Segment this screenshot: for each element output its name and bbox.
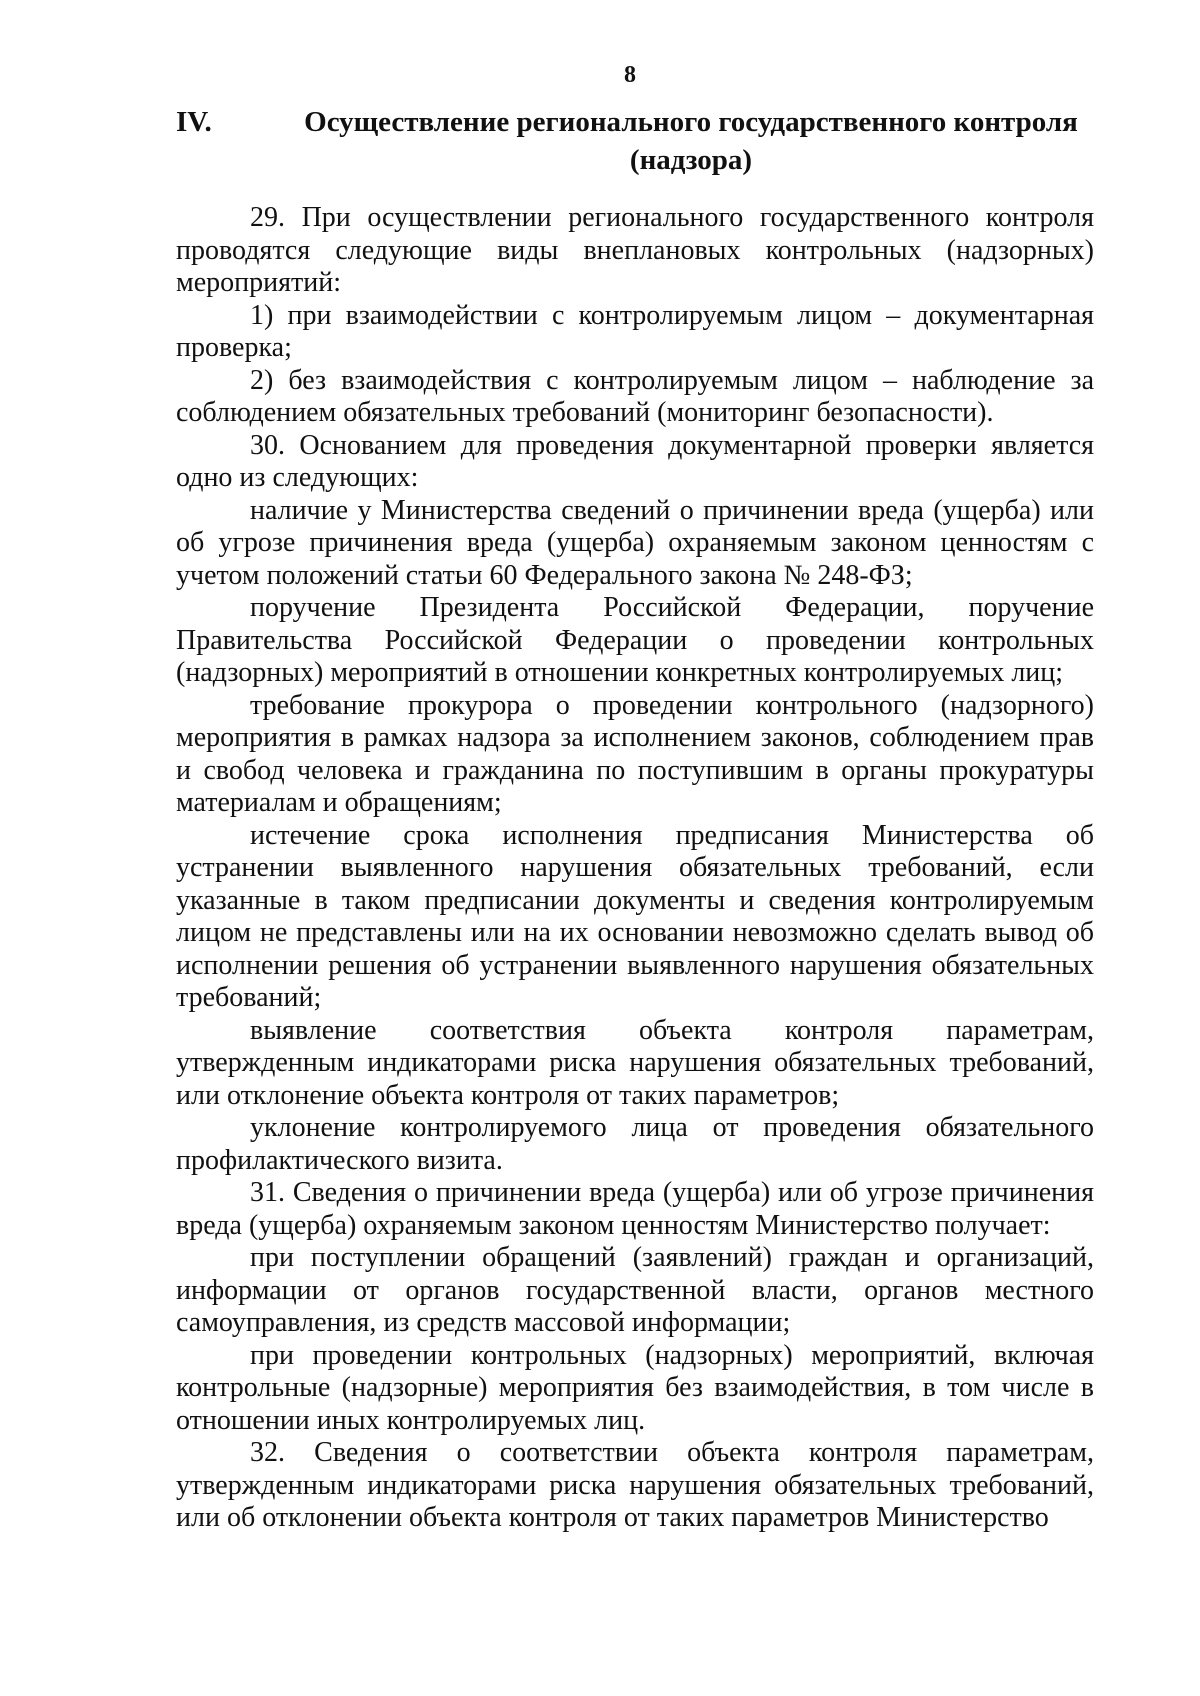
- paragraph-30: 30. Основанием для проведения документарной проверки является одно из следующих:: [176, 429, 1094, 493]
- page-number: 8: [624, 62, 636, 88]
- paragraph-30-ground-5: выявление соответствия объекта контроля параметрам, утвержденным индикаторами риска нарушения обязательных требований, или отклонение объекта контроля от таких параметров;: [176, 1014, 1094, 1111]
- paragraph-30-ground-3: требование прокурора о проведении контрольного (надзорного) мероприятия в рамках надзора за исполнением законов, соблюдением прав и свобод человека и гражданина по поступившим в органы прокуратуры материалам и обращениям;: [176, 689, 1094, 818]
- paragraph-30-ground-6: уклонение контролируемого лица от проведения обязательного профилактического визита.: [176, 1112, 1094, 1176]
- paragraph-29: 29. При осуществлении регионального государственного контроля проводятся следующие виды внеплановых контрольных (надзорных) мероприятий:: [176, 202, 1094, 298]
- paragraph-31: 31. Сведения о причинении вреда (ущерба) или об угрозе причинения вреда (ущерба) охраняемым законом ценностям Министерство получает:: [176, 1177, 1094, 1241]
- paragraph-31-source-2: при проведении контрольных (надзорных) мероприятий, включая контрольные (надзорные) мероприятия без взаимодействия, в том числе в отношении иных контролируемых лиц.: [176, 1339, 1094, 1436]
- paragraph-30-ground-1: наличие у Министерства сведений о причинении вреда (ущерба) или об угрозе причинения вреда (ущерба) охраняемым законом ценностям с учетом положений статьи 60 Федерального закона № 248-ФЗ;: [176, 494, 1094, 591]
- document-body: [176, 202, 1094, 1535]
- paragraph-29-item-1: 1) при взаимодействии с контролируемым лицом – документарная проверка;: [176, 299, 1094, 363]
- section-title: Осуществление регионального государственного контроля (надзора): [304, 106, 1078, 176]
- paragraph-31-source-1: при поступлении обращений (заявлений) граждан и организаций, информации от органов государственной власти, органов местного самоуправления, из средств массовой информации;: [176, 1242, 1094, 1338]
- paragraph-29-item-2: 2) без взаимодействия с контролируемым лицом – наблюдение за соблюдением обязательных требований (мониторинг безопасности).: [176, 364, 1094, 428]
- paragraph-30-ground-4: истечение срока исполнения предписания Министерства об устранении выявленного нарушения обязательных требований, если указанные в таком предписании документы и сведения контролируемым лицом не представлены или на их основании невозможно сделать вывод об исполнении решения об устранении выявленного нарушения обязательных требований;: [176, 819, 1094, 1013]
- paragraph-30-ground-2: поручение Президента Российской Федерации, поручение Правительства Российской Федерации о проведении контрольных (надзорных) мероприятий в отношении конкретных контролируемых лиц;: [176, 592, 1094, 688]
- section-heading: [176, 103, 1096, 183]
- section-number: IV.: [176, 106, 212, 138]
- paragraph-32: 32. Сведения о соответствии объекта контроля параметрам, утвержденным индикаторами риска нарушения обязательных требований, или об отклонении объекта контроля от таких параметров Министерство: [176, 1437, 1094, 1533]
